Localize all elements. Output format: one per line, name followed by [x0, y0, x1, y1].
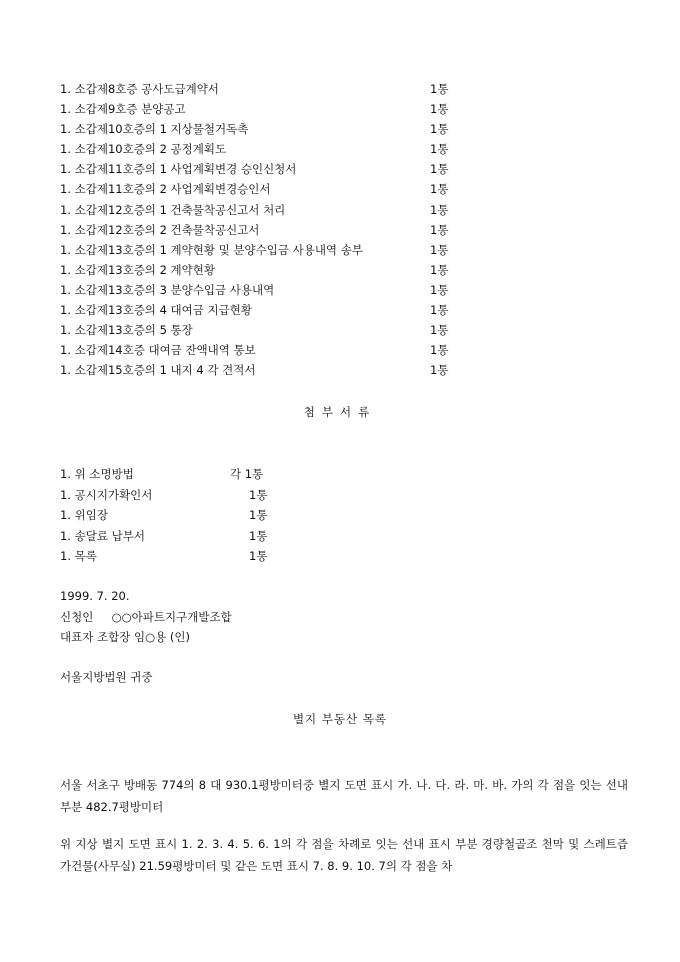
list-item [60, 360, 460, 380]
attachment-name: 1. 위임장 [60, 508, 108, 522]
list-item [60, 79, 460, 99]
evidence-count: 1통 [430, 363, 449, 378]
evidence-count: 1통 [430, 162, 449, 177]
evidence-name: 1. 소갑제13호증의 1 계약현황 및 분양수입금 사용내역 송부 [60, 242, 363, 257]
list-item [60, 260, 460, 280]
list-item [60, 340, 460, 360]
evidence-name: 1. 소갑제12호증의 2 건축물착공신고서 [60, 222, 260, 237]
court-addressee: 서울지방법원 귀중 [60, 670, 153, 684]
evidence-count: 1통 [430, 242, 449, 257]
evidence-name: 1. 소갑제11호증의 2 사업계획변경승인서 [60, 182, 271, 197]
filing-date: 1999. 7. 20. [60, 589, 130, 603]
list-item [60, 505, 360, 526]
evidence-count: 1통 [430, 323, 449, 338]
attachments-list [60, 464, 360, 567]
list-item [60, 179, 460, 199]
property-paragraph: 서울 서초구 방배동 774의 8 대 930.1평방미터중 별지 도면 표시 가. 나. 다. 라. 마. 바. 가의 각 점을 잇는 선내 부분 482.7평방미터 [60, 778, 628, 814]
list-item [60, 99, 460, 119]
evidence-count: 1통 [430, 102, 449, 117]
evidence-count: 1통 [430, 182, 449, 197]
applicant: 신청인 ○○아파트지구개발조합 [60, 609, 232, 624]
evidence-name: 1. 소갑제8호증 공사도급계약서 [60, 82, 219, 96]
evidence-count: 1통 [430, 202, 449, 217]
list-item [60, 526, 360, 547]
list-item [60, 464, 360, 485]
evidence-name: 1. 소갑제15호증의 1 내지 4 각 견적서 [60, 363, 256, 378]
property-paragraph: 위 지상 별지 도면 표시 1. 2. 3. 4. 5. 6. 1의 각 점을 차례로 잇는 선내 표시 부분 경량철골조 천막 및 스레트즙 가건물(사무실) 21.59평방미터 및 같은 도면 표시 7. 8. 9. 10. 7의 각 점을 차 [60, 837, 628, 873]
attachment-name: 1. 공시지가확인서 [60, 487, 153, 502]
evidence-name: 1. 소갑제14호증 대여금 잔액내역 통보 [60, 343, 256, 358]
list-item [60, 320, 460, 340]
list-item [60, 280, 460, 300]
list-item [60, 139, 460, 159]
evidence-name: 1. 소갑제13호증의 2 계약현황 [60, 262, 215, 277]
evidence-name: 1. 소갑제13호증의 5 통장 [60, 323, 193, 338]
evidence-count: 1통 [430, 303, 449, 318]
attachment-count: 1통 [249, 549, 268, 563]
evidence-count: 1통 [430, 82, 449, 96]
attachment-name: 1. 목록 [60, 549, 97, 563]
evidence-count: 1통 [430, 343, 449, 358]
attachment-count: 1통 [249, 528, 268, 543]
representative: 대표자 조합장 임○용 (인) [60, 630, 190, 644]
evidence-count: 1통 [430, 282, 449, 297]
evidence-name: 1. 소갑제10호증의 2 공정계획도 [60, 142, 227, 157]
evidence-name: 1. 소갑제12호증의 1 건축물착공신고서 처리 [60, 202, 286, 217]
evidence-count: 1통 [430, 142, 449, 157]
list-item [60, 220, 460, 240]
evidence-name: 1. 소갑제13호증의 3 분양수입금 사용내역 [60, 282, 275, 297]
evidence-name: 1. 소갑제9호증 분양공고 [60, 102, 186, 117]
attachment-count: 1통 [249, 487, 268, 502]
evidence-name: 1. 소갑제11호증의 1 사업계획변경 승인신청서 [60, 162, 297, 177]
list-item [60, 159, 460, 179]
attachment-count: 각 1통 [230, 467, 264, 481]
attachment-count: 1통 [249, 508, 268, 522]
evidence-count: 1통 [430, 222, 449, 237]
evidence-name: 1. 소갑제13호증의 4 대여금 지급현황 [60, 303, 252, 318]
list-item [60, 546, 360, 567]
signature-block [60, 586, 460, 648]
attachment-name: 1. 위 소명방법 [60, 467, 134, 481]
evidence-name: 1. 소갑제10호증의 1 지상물철거독촉 [60, 122, 249, 137]
attachments-title: 첨부서류 [303, 405, 377, 419]
evidence-count: 1통 [430, 122, 449, 137]
list-item [60, 485, 360, 506]
list-item [60, 119, 460, 139]
attachment-name: 1. 송달료 납부서 [60, 528, 145, 543]
evidence-count: 1통 [430, 262, 449, 277]
list-item [60, 300, 460, 320]
list-item [60, 240, 460, 260]
evidence-list [60, 79, 460, 380]
property-list-title: 별지 부동산 목록 [292, 712, 388, 726]
list-item [60, 200, 460, 220]
